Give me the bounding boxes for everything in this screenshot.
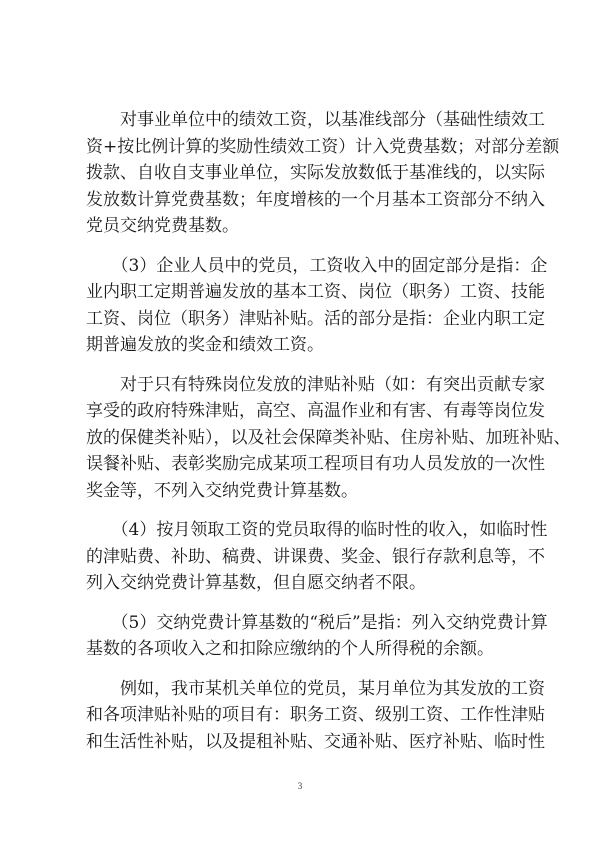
text-line: 工资、岗位（职务）津贴补贴。活的部分是指：企业内职工定	[86, 308, 545, 329]
text-line: 党员交纳党费基数。	[86, 216, 239, 236]
text-line: 的津贴费、补助、稿费、讲课费、奖金、银行存款利息等，不	[86, 546, 545, 567]
text-line: 放的保健类补贴），以及社会保障类补贴、住房补贴、加班补贴、	[86, 427, 571, 448]
paragraph-temporary-income	[86, 517, 548, 597]
text-line: 奖金等，不列入交纳党费计算基数。	[86, 480, 358, 501]
text-line: 对事业单位中的绩效工资，以基准线部分（基础性绩效工	[86, 110, 545, 130]
text-line: 资+按比例计算的奖励性绩效工资）计入党费基数；对部分差额	[86, 136, 560, 157]
text-line: 误餐补贴、表彰奖励完成某项工程项目有功人员发放的一次性	[86, 454, 545, 474]
text-line: （3）企业人员中的党员，工资收入中的固定部分是指：企	[86, 255, 548, 276]
text-line: 期普遍发放的奖金和绩效工资。	[86, 335, 324, 355]
text-line: 对于只有特殊岗位发放的津贴补贴（如：有突出贡献专家	[86, 374, 545, 395]
paragraph-enterprise-members	[86, 253, 548, 359]
paragraph-after-tax	[86, 610, 548, 663]
text-line: 基数的各项收入之和扣除应缴纳的个人所得税的余额。	[86, 639, 494, 659]
text-line: 列入交纳党费计算基数，但自愿交纳者不限。	[86, 573, 426, 593]
text-line: 和生活性补贴，以及提租补贴、交通补贴、医疗补贴、临时性	[86, 731, 545, 752]
document-body	[86, 107, 571, 768]
text-line: 拨款、自收自支事业单位，实际发放数低于基准线的，以实际	[86, 163, 545, 183]
text-line: 和各项津贴补贴的项目有：职务工资、级别工资、工作性津贴	[86, 705, 545, 725]
text-line: （4）按月领取工资的党员取得的临时性的收入，如临时性	[86, 520, 548, 540]
text-line: 享受的政府特殊津贴，高空、高温作业和有害、有毒等岗位发	[86, 401, 545, 421]
paragraph-example	[86, 676, 545, 756]
text-line: 业内职工定期普遍发放的基本工资、岗位（职务）工资、技能	[86, 282, 545, 302]
paragraph-special-allowances	[86, 372, 571, 505]
paragraph-performance-pay	[86, 107, 560, 240]
text-line: 发放数计算党费基数；年度增核的一个月基本工资部分不纳入	[86, 189, 545, 210]
page-number: 3	[297, 781, 303, 791]
text-line: （5）交纳党费计算基数的“税后”是指：列入交纳党费计算	[86, 612, 548, 633]
text-line: 例如，我市某机关单位的党员，某月单位为其发放的工资	[86, 678, 545, 699]
